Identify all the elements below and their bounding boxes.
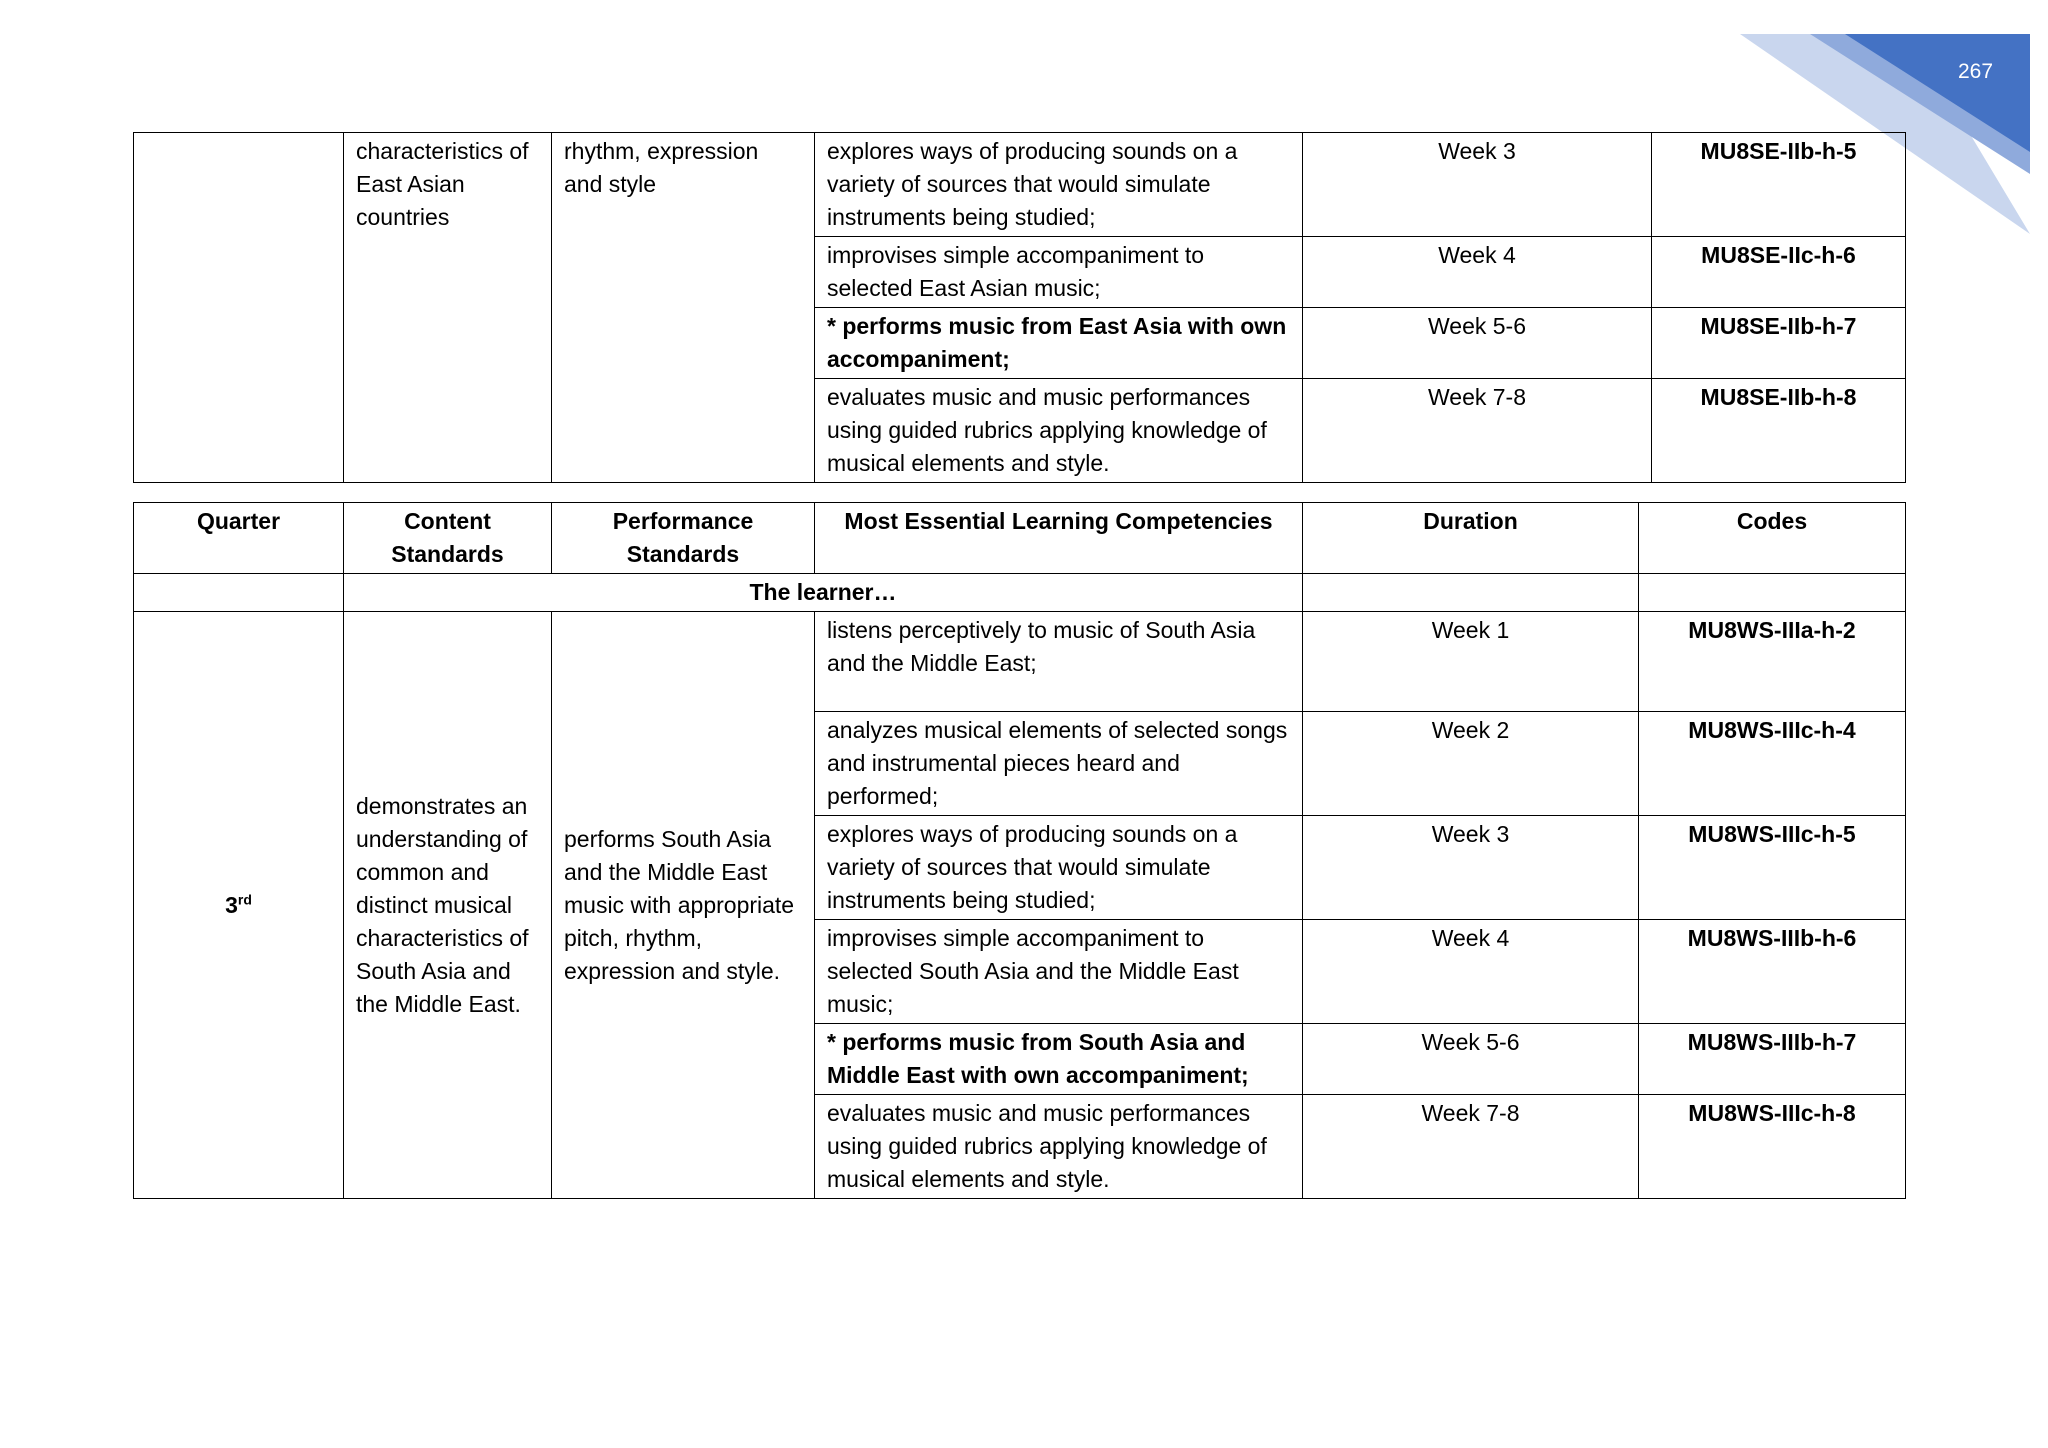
duration-cell: Week 4 [1303,920,1639,1024]
code-cell: MU8WS-IIIc-h-5 [1639,816,1906,920]
duration-cell: Week 7-8 [1303,1095,1639,1199]
header-content-standards: Content Standards [344,503,552,574]
content-standard-cell: demonstrates an understanding of common and distinct musical characteristics of South Asia and the Middle East. [344,612,552,1199]
code-cell: MU8WS-IIIb-h-7 [1639,1024,1906,1095]
header-competencies: Most Essential Learning Competencies [815,503,1303,574]
quarter-cell [134,612,344,1199]
header-performance-standards: Performance Standards [552,503,815,574]
curriculum-table-quarter-3 [133,502,1906,1199]
competency-cell: listens perceptively to music of South Asia and the Middle East; [815,612,1303,712]
learner-cell-empty [134,574,344,612]
learner-row [134,574,1906,612]
duration-cell: Week 7-8 [1303,379,1652,483]
performance-standard-cell: performs South Asia and the Middle East music with appropriate pitch, rhythm, expression and style. [552,612,815,1199]
content-standard-cell: characteristics of East Asian countries [344,133,552,483]
curriculum-table-continued [133,132,1906,483]
header-quarter: Quarter [134,503,344,574]
competency-cell: * performs music from East Asia with own accompaniment; [815,308,1303,379]
table-row [134,133,1906,237]
competency-cell: improvises simple accompaniment to selected South Asia and the Middle East music; [815,920,1303,1024]
header-row [134,503,1906,574]
duration-cell: Week 5-6 [1303,1024,1639,1095]
duration-cell: Week 5-6 [1303,308,1652,379]
code-cell: MU8WS-IIIb-h-6 [1639,920,1906,1024]
competency-cell: improvises simple accompaniment to selected East Asian music; [815,237,1303,308]
learner-label: The learner… [344,574,1303,612]
competency-cell: explores ways of producing sounds on a variety of sources that would simulate instruments being studied; [815,816,1303,920]
code-cell: MU8WS-IIIa-h-2 [1639,612,1906,712]
learner-cell-empty [1303,574,1639,612]
duration-cell: Week 4 [1303,237,1652,308]
quarter-number: 3 [225,891,238,918]
duration-cell: Week 2 [1303,712,1639,816]
quarter-cell-empty [134,133,344,483]
code-cell: MU8SE-IIb-h-5 [1652,133,1906,237]
code-cell: MU8SE-IIb-h-8 [1652,379,1906,483]
competency-cell: explores ways of producing sounds on a variety of sources that would simulate instruments being studied; [815,133,1303,237]
code-cell: MU8WS-IIIc-h-4 [1639,712,1906,816]
competency-cell: analyzes musical elements of selected songs and instrumental pieces heard and performed; [815,712,1303,816]
quarter-suffix: rd [237,890,252,907]
duration-cell: Week 1 [1303,612,1639,712]
page-number: 267 [1958,60,1994,83]
duration-cell: Week 3 [1303,133,1652,237]
code-cell: MU8WS-IIIc-h-8 [1639,1095,1906,1199]
duration-cell: Week 3 [1303,816,1639,920]
table-row [134,612,1906,712]
code-cell: MU8SE-IIb-h-7 [1652,308,1906,379]
competency-cell: * performs music from South Asia and Middle East with own accompaniment; [815,1024,1303,1095]
header-codes: Codes [1639,503,1906,574]
code-cell: MU8SE-IIc-h-6 [1652,237,1906,308]
competency-cell: evaluates music and music performances using guided rubrics applying knowledge of musical elements and style. [815,379,1303,483]
header-duration: Duration [1303,503,1639,574]
performance-standard-cell: rhythm, expression and style [552,133,815,483]
learner-cell-empty [1639,574,1906,612]
competency-cell: evaluates music and music performances using guided rubrics applying knowledge of musical elements and style. [815,1095,1303,1199]
